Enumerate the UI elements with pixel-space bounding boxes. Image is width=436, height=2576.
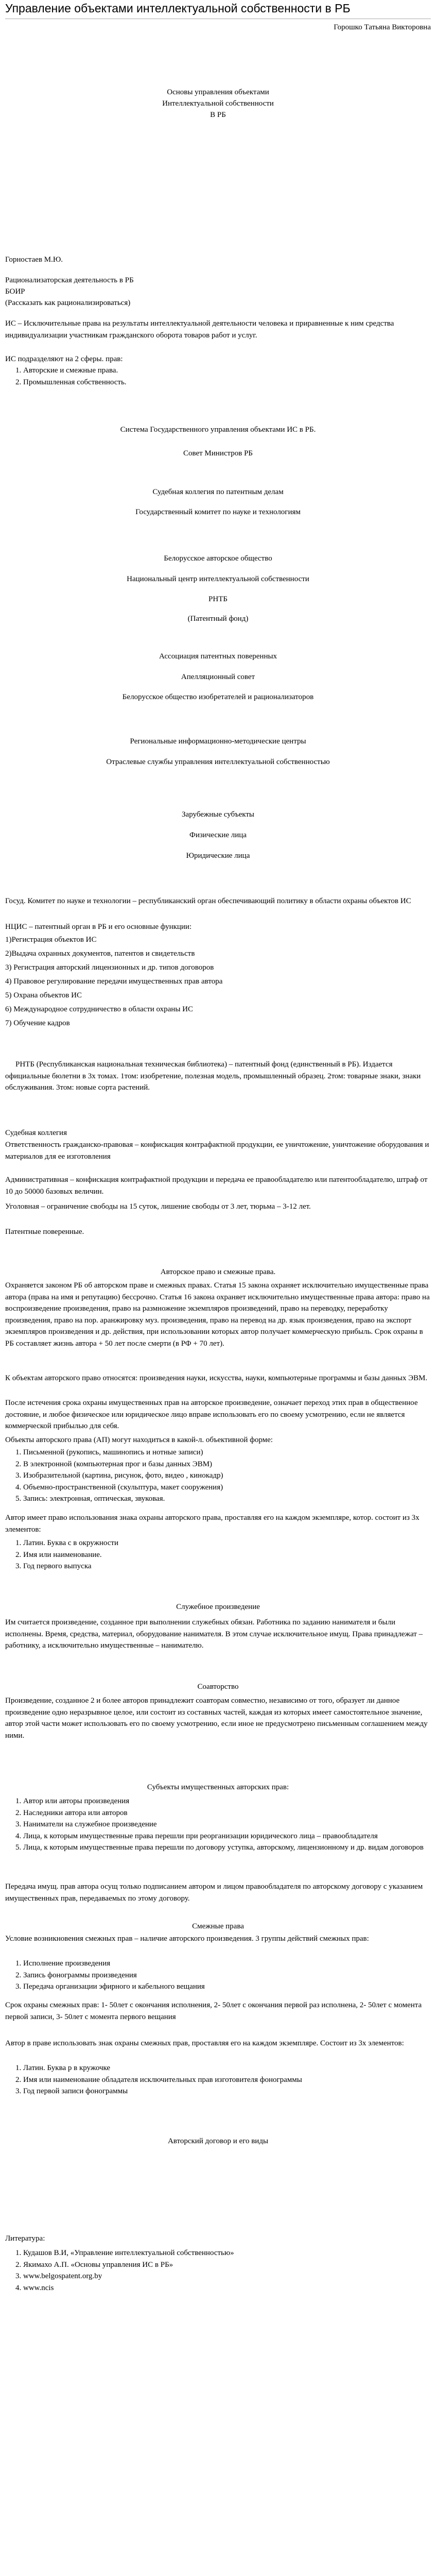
literature-list [5, 2247, 436, 2294]
related-term: Срок охраны смежных прав: 1- 50лет с окончания исполнения, 2- 50лет с окончания первой раз исполнена, 2- 50лет с момента первой записи, 3- 50лет с момента первого вещания [5, 2001, 422, 2021]
coauthor-paragraph: Произведение, созданное 2 и более авторов принадлежит соавторам совместно, независимо от того, образует ли данное произведение одно неразрывное целое, или состоит из составных частей, каждая из которых имеет самостоятельное значение, автор этой части может использовать его по своему усмотрению, если иное не предусмотрено письменным соглашением между ними. [5, 1697, 428, 1740]
org-authors-society: Белорусское авторское общество [164, 554, 272, 563]
org-patent-board: Судебная коллегия по патентным делам [152, 488, 284, 496]
list-item: 3. Год первого выпуска [23, 1561, 436, 1572]
org-natcenter: Национальный центр интеллектуальной собственности [127, 575, 309, 583]
gosk-paragraph: Госуд. Комитет по науке и технологии – республиканский орган обеспечивающий политику в области охраны объектов ИС [5, 897, 411, 905]
list-item: 1. Исполнение произведения [23, 1958, 436, 1970]
ip-definition: ИС – Исключительные права на результаты интеллектуальной деятельности человека и приравненные к ним средства индивидуализации участникам гражданского оборота товаров работ и услуг. [5, 319, 394, 340]
rationalizer-line-3: (Рассказать как рационализироваться) [5, 299, 131, 307]
org-foreign: Зарубежные субъекты [182, 810, 254, 819]
function-item: 5) Охрана объектов ИС [5, 991, 82, 999]
list-item: 3. Наниматели на служебное произведение [23, 1819, 436, 1831]
function-item: 1)Регистрация объектов ИС [5, 936, 97, 944]
intro-line-1: Основы управления объектами [167, 88, 269, 96]
org-council: Совет Министров РБ [183, 449, 253, 457]
copyright-mark-intro: Автор имеет право использования знака охраны авторского права, проставляя его на каждом экземпляре, котор. состоит из 3х элементов: [5, 1514, 420, 1534]
court-criminal: Уголовная – ограничение свободы на 15 суток, лишение свободы от 3 лет, тюрьма – 3-12 лет. [5, 1202, 311, 1211]
org-committee: Государственный комитет по науке и технологиям [135, 508, 301, 516]
system-title: Система Государственного управления объектами ИС в РБ. [120, 426, 316, 434]
org-rntb: РНТБ [208, 595, 228, 603]
list-item: 3. Год первой записи фонограммы [23, 2086, 436, 2097]
function-item: 3) Регистрация авторский лицензионных и др. типов договоров [5, 963, 214, 972]
list-item: 3. www.belgospatent.org.by [23, 2270, 436, 2282]
function-item: 2)Выдача охранных документов, патентов и свидетельств [5, 950, 195, 958]
org-appeal: Апелляционный совет [181, 673, 255, 681]
function-item: 6) Международное сотрудничество в области охраны ИС [5, 1005, 194, 1013]
spheres-list [5, 365, 436, 388]
rntb-paragraph: РНТБ (Республиканская национальная техническая библиотека) – патентный фонд (единственный в РБ). Издается официальные бюлетни в 3х томах. 1том: изобретение, полезная модель, промышленный образец. 2том: товарные знаки, знаки обслуживания. 3том: новые сорта растений. [5, 1060, 421, 1092]
copyright-law: Охраняется законом РБ об авторском праве и смежных правах. Статья 15 закона охраняет исключительно имущественные права автора (права на имя и репутацию) бессрочно. Статья 16 закона охраняет исключительно имущественные права автора: право на воспроизведение произведения, право на размножение экземпляров произведений, право на переводку, переработку произведения, право на пор. аранжировку муз. произведения, право на перевод на др. язык произведения, право на экспорт экземпляров произведения и др. действия, при использовании которых автор получает коммерческую прибыль. Срок охраны в РБ составляет жизнь автора + 50 лет после смерти (в РФ + 70 лет). [5, 1281, 430, 1348]
copyright-forms-intro: Объекты авторского права (АП) могут находиться в какой-л. объективной форме: [5, 1436, 273, 1444]
contract-title: Авторский договор и его виды [167, 2137, 269, 2145]
org-sectoral: Отраслевые службы управления интеллектуальной собственностью [106, 758, 330, 766]
court-civil: Ответственность гражданско-правовая – конфискация контрафактной продукции, ее уничтожение, уничтожение оборудования и материалов для ее изготовления [5, 1141, 429, 1161]
org-physical: Физические лица [189, 831, 247, 839]
list-item: 2. Якимахо А.П. «Основы управления ИС в РБ» [23, 2259, 436, 2271]
related-intro: Условие возникновения смежных прав – наличие авторского произведения. 3 группы действий смежных прав: [5, 1935, 369, 1943]
list-item: 1. Авторские и смежные права. [23, 365, 436, 377]
author-name: Горошко Татьяна Викторовна [334, 23, 431, 31]
list-item: 2. Наследники автора или авторов [23, 1807, 436, 1819]
court-title: Судебная коллегия [5, 1129, 67, 1137]
org-legal: Юридические лица [186, 852, 250, 860]
related-title: Смежные права [192, 1922, 244, 1930]
list-item: 3. Передача организации эфирного и кабельного вещания [23, 1981, 436, 1993]
court-attorneys: Патентные поверенные. [5, 1228, 84, 1236]
related-actions-list [5, 1958, 436, 1993]
related-mark-intro: Автор в праве использовать знак охраны смежных прав, проставляя его на каждом экземпляре. Состоит из 3х элементов: [5, 2039, 404, 2047]
copyright-forms-list [5, 1447, 436, 1505]
copyright-expiry: После истечения срока охраны имущественных прав на авторское произведение, означает переход этих прав в общественное достояние, и любое физическое или юридическое лицо вправе использовать его по своему усмотрению, если не является коммерческой прибылью для себя. [5, 1399, 418, 1430]
related-mark-list [5, 2062, 436, 2097]
org-regional: Региональные информационно-методические центры [130, 737, 306, 745]
list-item: 2. Запись фонограммы произведения [23, 1970, 436, 1981]
service-title: Служебное произведение [176, 1603, 260, 1611]
list-item: 4. Объемно-пространственной (скульптура, макет сооружения) [23, 1482, 436, 1494]
intro-line-2: Интеллектуальной собственности [162, 99, 274, 108]
list-item: 1. Латин. Буква р в кружочке [23, 2062, 436, 2074]
ip-split: ИС подразделяют на 2 сферы. прав: [5, 355, 123, 363]
function-item: 7) Обучение кадров [5, 1019, 70, 1027]
subjects-title: Субъекты имущественных авторских прав: [147, 1783, 289, 1791]
org-fund: (Патентный фонд) [187, 615, 249, 623]
list-item: 1. Письменной (рукопись, машинопись и нотные записи) [23, 1447, 436, 1459]
service-paragraph: Им считается произведение, созданное при выполнении служебных обязан. Работника по заданию нанимателя и были исполнены. Время, средства, материал, оборудование нанимателя. В этом случае исключительное имущ. Права принадлежат – работнику, а исключительно имущественные – нанимателю. [5, 1618, 423, 1650]
subjects-list [5, 1795, 436, 1854]
list-item: 1. Кудашов В.И, «Управление интеллектуальной собственностью» [23, 2247, 436, 2259]
list-item: 3. Изобразительной (картина, рисунок, фото, видео , кинокадр) [23, 1470, 436, 1482]
list-item: 5. Лица, к которым имущественные права перешли по договору уступка, авторскому, лицензионному и др. видам договоров [23, 1842, 436, 1854]
list-item: 2. Промышленная собственность. [23, 377, 436, 388]
ncis-paragraph: НЦИС – патентный орган в РБ и его основные функции: [5, 923, 192, 931]
list-item: 1. Автор или авторы произведения [23, 1795, 436, 1807]
court-admin: Административная – конфискация контрафактной продукции и передача ее правообладателю или патентообладателю, штраф от 10 до 50000 базовых величин. [5, 1176, 428, 1196]
subjects-transfer: Передача имущ. прав автора осущ только подписанием автором и лицом правообладателя по авторскому договору с указанием имущественных прав, передаваемых по этому договору. [5, 1883, 423, 1903]
org-attorneys: Ассоциация патентных поверенных [159, 652, 277, 660]
coauthor-title: Соавторство [197, 1683, 239, 1691]
list-item: 5. Запись: электронная, оптическая, звуковая. [23, 1493, 436, 1505]
document-title: Управление объектами интеллектуальной собственности в РБ [5, 2, 351, 15]
list-item: 2. В электронной (компьютерная прог и базы данных ЭВМ) [23, 1459, 436, 1470]
list-item: 2. Имя или наименование. [23, 1549, 436, 1561]
copyright-objects: К объектам авторского право относятся: произведения науки, искусства, науки, компьютерные программы и базы данных ЭВМ. [5, 1374, 428, 1382]
copyright-mark-list [5, 1537, 436, 1572]
list-item: 2. Имя или наименование обладателя исключительных прав изготовителя фонограммы [23, 2074, 436, 2086]
teacher-name: Горностаев М.Ю. [5, 256, 63, 264]
rationalizer-line-1: Рационализаторская деятельность в РБ [5, 276, 134, 284]
copyright-title: Авторское право и смежные права. [160, 1268, 276, 1276]
function-item: 4) Правовое регулирование передачи имущественных прав автора [5, 977, 223, 986]
literature-title: Литература: [5, 2234, 45, 2243]
list-item: 1. Латин. Буква с в окружности [23, 1537, 436, 1549]
rationalizer-line-2: БОИР [5, 287, 25, 296]
list-item: 4. www.ncis [23, 2282, 436, 2294]
org-inventors: Белорусское общество изобретателей и рационализаторов [122, 693, 314, 701]
list-item: 4. Лица, к которым имущественные права перешли при реорганизации юридического лица – правообладателя [23, 1831, 436, 1842]
intro-line-3: В РБ [210, 111, 226, 119]
